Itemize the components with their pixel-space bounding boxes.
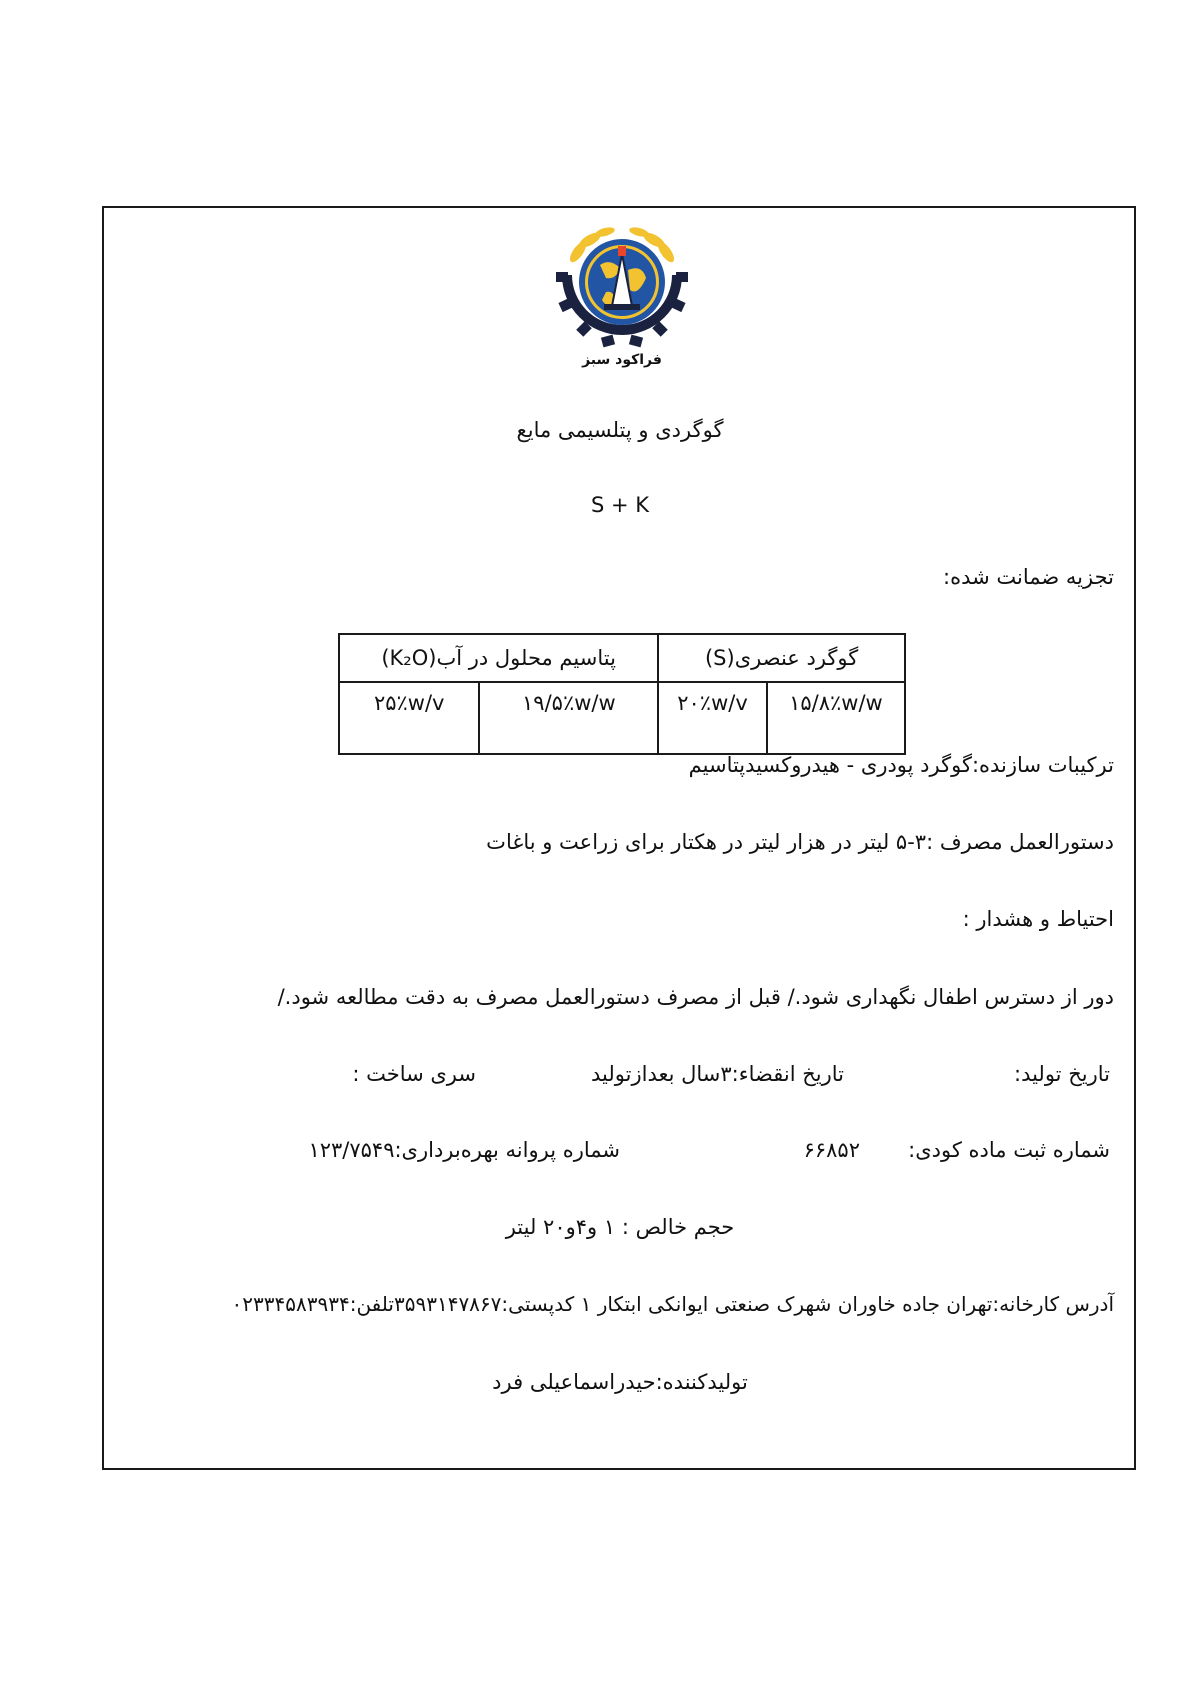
guaranteed-analysis-label: تجزیه ضمانت شده: xyxy=(943,565,1114,589)
ingredients-text: ترکیبات سازنده:گوگرد پودری - هیدروکسیدپتاسیم xyxy=(688,753,1114,777)
caution-label: احتیاط و هشدار : xyxy=(962,907,1114,931)
product-name: گوگردی و پتلسیمی مایع xyxy=(516,418,724,442)
logo-caption: فراکود سبز xyxy=(582,352,662,368)
batch-number: سری ساخت : xyxy=(352,1062,476,1086)
net-volume: حجم خالص : ۱ و۴و۲۰ لیتر xyxy=(505,1215,735,1239)
license-number: شماره پروانه بهره‌برداری:۱۲۳/۷۵۴۹ xyxy=(308,1138,620,1162)
table-cell: ۲۰٪w/v xyxy=(658,682,767,754)
production-date: تاریخ تولید: xyxy=(1014,1062,1110,1086)
table-header-potassium: پتاسیم محلول در آب(K₂O) xyxy=(339,634,658,682)
table-cell: ۱۹/۵٪w/w xyxy=(479,682,658,754)
company-logo xyxy=(550,220,694,370)
product-formula: S + K xyxy=(590,493,650,517)
table-cell: ۱۵/۸٪w/w xyxy=(767,682,905,754)
factory-address: آدرس کارخانه:تهران جاده خاوران شهرک صنعتی ایوانکی ابتکار ۱ کدپستی:۳۵۹۳۱۴۷۸۶۷تلفن:۰۲۳۳۴۵۸۳۹۳۴ xyxy=(231,1292,1114,1316)
producer: تولیدکننده:حیدراسماعیلی فرد xyxy=(492,1370,748,1394)
registration-label: شماره ثبت ماده کودی: xyxy=(908,1138,1110,1162)
table-cell: ۲۵٪w/v xyxy=(339,682,479,754)
analysis-table xyxy=(338,633,906,755)
caution-text: دور از دسترس اطفال نگهداری شود./ قبل از مصرف دستورالعمل مصرف به دقت مطالعه شود./ xyxy=(277,985,1114,1009)
expiry-date: تاریخ انقضاء:۳سال بعدازتولید xyxy=(591,1062,844,1086)
usage-text: دستورالعمل مصرف :۳-۵ لیتر در هزار لیتر در هکتار برای زراعت و باغات xyxy=(486,830,1114,854)
registration-number: ۶۶۸۵۲ xyxy=(803,1138,860,1162)
table-header-sulfur: گوگرد عنصری(S) xyxy=(658,634,905,682)
